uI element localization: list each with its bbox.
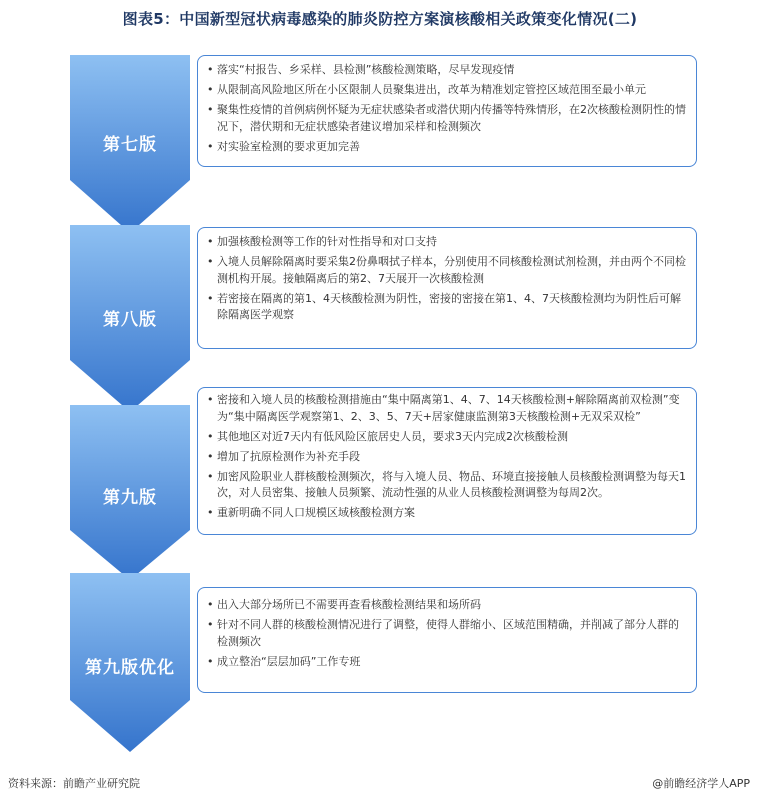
policy-item: • 从限制高风险地区所在小区限制人员聚集进出，改革为精准划定管控区域范围至最小单元	[207, 82, 688, 99]
policy-item: • 出入大部分场所已不需要再查看核酸检测结果和场所码	[207, 597, 688, 614]
policy-item: • 入境人员解除隔离时要采集2份鼻咽拭子样本，分别使用不同核酸检测试剂检测，并由两个不同检测机构开展。接触隔离后的第2、7天展开一次核酸检测	[207, 254, 688, 287]
policy-box-v9	[197, 387, 697, 535]
policy-item: • 其他地区对近7天内有低风险区旅居史人员，要求3天内完成2次核酸检测	[207, 429, 688, 446]
version-label-v7: 第七版	[103, 135, 157, 155]
source-note: 资料来源：前瞻产业研究院	[8, 777, 140, 790]
version-label-v9opt: 第九版优化	[85, 658, 175, 678]
policy-item: • 对实验室检测的要求更加完善	[207, 139, 688, 156]
policy-box-v7	[197, 55, 697, 167]
chart-title: 图表5：中国新型冠状病毒感染的肺炎防控方案演核酸相关政策变化情况(二)	[122, 10, 638, 28]
policy-box-v9opt	[197, 587, 697, 693]
brand-note: @前瞻经济学人APP	[652, 777, 750, 790]
version-label-v8: 第八版	[103, 310, 157, 330]
policy-item: • 针对不同人群的核酸检测情况进行了调整，使得人群缩小、区域范围精确，并削减了部分人群的检测频次	[207, 617, 688, 650]
policy-item: • 聚集性疫情的首例病例怀疑为无症状感染者或潜伏期内传播等特殊情形，在2次核酸检测阴性的情况下，潜伏期和无症状感染者建议增加采样和检测频次	[207, 102, 688, 135]
policy-item: • 重新明确不同人口规模区域核酸检测方案	[207, 505, 688, 522]
policy-box-v8	[197, 227, 697, 349]
policy-item: • 成立整治“层层加码”工作专班	[207, 654, 688, 671]
version-label-v9: 第九版	[103, 488, 157, 508]
policy-item: • 若密接在隔离的第1、4天核酸检测为阴性，密接的密接在第1、4、7天核酸检测均为阴性后可解除隔离医学观察	[207, 291, 688, 324]
policy-item: • 密接和入境人员的核酸检测措施由“集中隔离第1、4、7、14天核酸检测+解除隔离前双检测”变为“集中隔离医学观察第1、2、3、5、7天+居家健康监测第3天核酸检测+无双采双检”	[207, 392, 688, 425]
policy-item: • 加密风险职业人群核酸检测频次，将与入境人员、物品、环境直接接触人员核酸检测调整为每天1次，对人员密集、接触人员频繁、流动性强的从业人员核酸检测调整为每周2次。	[207, 469, 688, 502]
policy-item: • 落实“村报告、乡采样、县检测”核酸检测策略，尽早发现疫情	[207, 62, 688, 79]
policy-item: • 增加了抗原检测作为补充手段	[207, 449, 688, 466]
policy-item: • 加强核酸检测等工作的针对性指导和对口支持	[207, 234, 688, 251]
